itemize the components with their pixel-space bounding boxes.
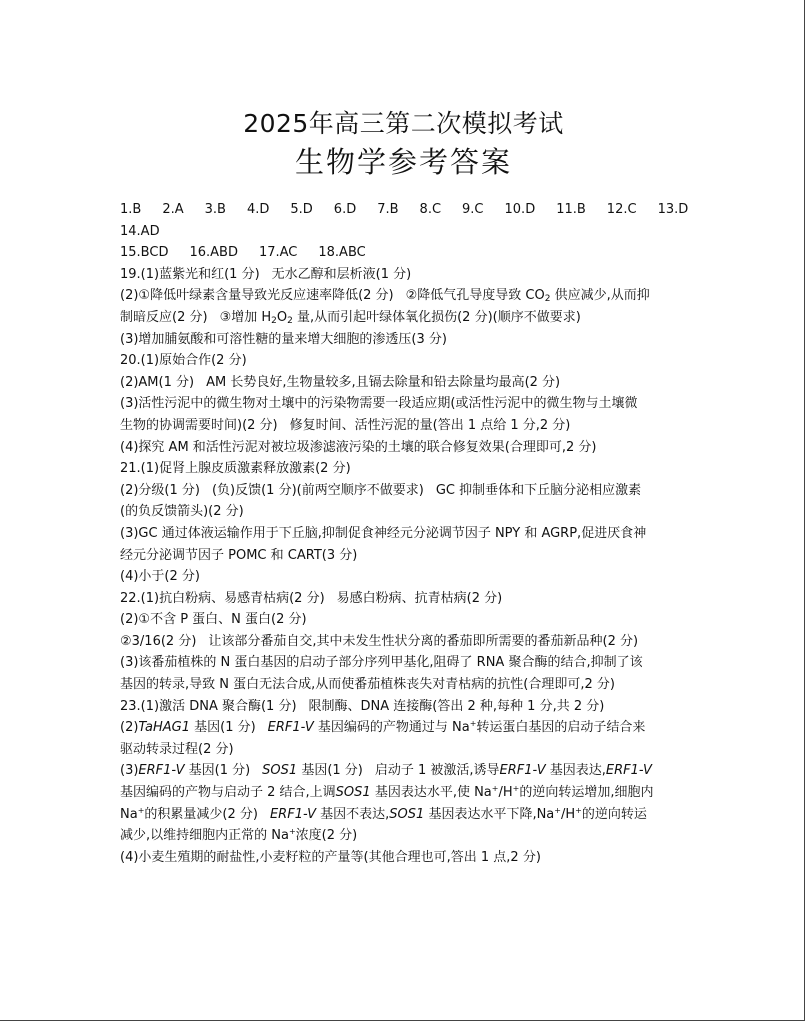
mc-answer: 17.AC	[258, 245, 298, 261]
mc-answer-wrap: 14.AD	[120, 223, 160, 239]
q22-line-2: (2)①不含 P 蛋白、N 蛋白(2 分)	[120, 612, 307, 628]
q21-line-4: (3)GC 通过体液运输作用于下丘脑,抑制促食神经元分泌调节因子 NPY 和 AGRP,促进厌食神	[120, 525, 647, 541]
q21-line-6: (4)小于(2 分)	[120, 569, 200, 585]
mc-answer: 11.B	[556, 202, 586, 217]
q22-line-3: ②3/16(2 分) 让该部分番茄自交,其中未发生性状分离的番茄即所需要的番茄新品种(2 分)	[120, 633, 639, 649]
q23-line-4: (3)ERF1-V 基因(1 分) SOS1 基因(1 分) 启动子 1 被激活,诱导ERF1-V 基因表达,ERF1-V	[120, 763, 652, 779]
q20-line-3: (3)活性污泥中的微生物对土壤中的污染物需要一段适应期(或活性污泥中的微生物与土壤微	[120, 396, 638, 412]
q23-line-7: 减少,以维持细胞内正常的 Na+浓度(2 分)	[120, 827, 358, 844]
q19-line-1: 19.(1)蓝紫光和红(1 分) 无水乙醇和层析液(1 分)	[120, 266, 412, 282]
mc-answer: 3.B	[204, 202, 226, 217]
q23-line-5: 基因编码的产物与启动子 2 结合,上调SOS1 基因表达水平,使 Na+/H+的逆向转运增加,细胞内	[120, 784, 654, 801]
mc-answer: 12.C	[606, 202, 637, 217]
q21-line-3: (的负反馈箭头)(2 分)	[120, 504, 244, 520]
mc-answer: 7.B	[377, 202, 399, 217]
q23-line-3: 驱动转录过程(2 分)	[120, 741, 234, 757]
mc-answer: 10.D	[504, 202, 536, 217]
mc-answer: 8.C	[419, 202, 442, 217]
q19-line-4: (3)增加脯氨酸和可溶性糖的量来增大细胞的渗透压(3 分)	[120, 331, 447, 347]
q21-line-1: 21.(1)促肾上腺皮质激素释放激素(2 分)	[120, 461, 351, 477]
mc-answer: 6.D	[333, 202, 357, 217]
q23-line-2: (2)TaHAG1 基因(1 分) ERF1-V 基因编码的产物通过与 Na+转运蛋白基因的启动子结合来	[120, 719, 646, 736]
q22-line-1: 22.(1)抗白粉病、易感青枯病(2 分) 易感白粉病、抗青枯病(2 分)	[120, 590, 503, 606]
exam-title: 2025年高三第二次模拟考试	[243, 109, 564, 138]
mc-answers-row-2	[120, 242, 690, 264]
q20-line-4: 生物的协调需要时间)(2 分) 修复时间、活性污泥的量(答出 1 点给 1 分,2 分)	[120, 417, 571, 433]
q21-line-2: (2)分级(1 分) (负)反馈(1 分)(前两空顺序不做要求) GC 抑制垂体和下丘脑分泌相应激素	[120, 482, 642, 498]
q22-line-4: (3)该番茄植株的 N 蛋白基因的启动子部分序列甲基化,阻碍了 RNA 聚合酶的结合,抑制了该	[120, 655, 643, 671]
mc-answer: 9.C	[462, 202, 484, 217]
mc-answer: 2.A	[162, 202, 184, 217]
q22-line-5: 基因的转录,导致 N 蛋白无法合成,从而使番茄植株丧失对青枯病的抗性(合理即可,2 分)	[120, 677, 615, 693]
q23-line-8: (4)小麦生殖期的耐盐性,小麦籽粒的产量等(其他合理也可,答出 1 点,2 分)	[120, 849, 541, 865]
q19-line-3: 制暗反应(2 分) ③增加 $H_2O_2$ 量,从而引起叶绿体氧化损伤(2 分)(顺序不做要求)	[120, 309, 581, 326]
q20-line-1: 20.(1)原始合作(2 分)	[120, 353, 247, 369]
answer-content	[120, 199, 690, 868]
q20-line-2: (2)AM(1 分) AM 长势良好,生物量较多,且镉去除量和铅去除量均最高(2 分)	[120, 374, 561, 390]
q21-line-5: 经元分泌调节因子 POMC 和 CART(3 分)	[120, 547, 358, 563]
mc-answer: 4.D	[246, 202, 270, 217]
q20-line-5: (4)探究 AM 和活性污泥对被垃圾渗滤液污染的土壤的联合修复效果(合理即可,2 分)	[120, 439, 597, 455]
mc-answer: 5.D	[290, 202, 313, 217]
mc-answer: 15.BCD	[120, 245, 169, 261]
answer-key-title: 生物学参考答案	[294, 145, 512, 179]
q23-line-1: 23.(1)激活 DNA 聚合酶(1 分) 限制酶、DNA 连接酶(答出 2 种,每种 1 分,共 2 分)	[120, 698, 605, 714]
mc-answers-row-1	[120, 199, 690, 221]
page-border-bottom	[0, 1020, 805, 1021]
mc-answer: 16.ABD	[189, 245, 238, 261]
mc-answer: 18.ABC	[318, 245, 366, 261]
mc-answer: 13.D	[657, 202, 689, 217]
q19-line-2: (2)①降低叶绿素含量导致光反应速率降低(2 分) ②降低气孔导度导致 $CO_2$ 供应减少,从而抑	[120, 288, 650, 305]
mc-answer: 1.B	[120, 202, 142, 217]
q23-line-6: Na+的积累量减少(2 分) ERF1-V 基因不表达,SOS1 基因表达水平下降,Na+/H+的逆向转运	[120, 805, 647, 822]
